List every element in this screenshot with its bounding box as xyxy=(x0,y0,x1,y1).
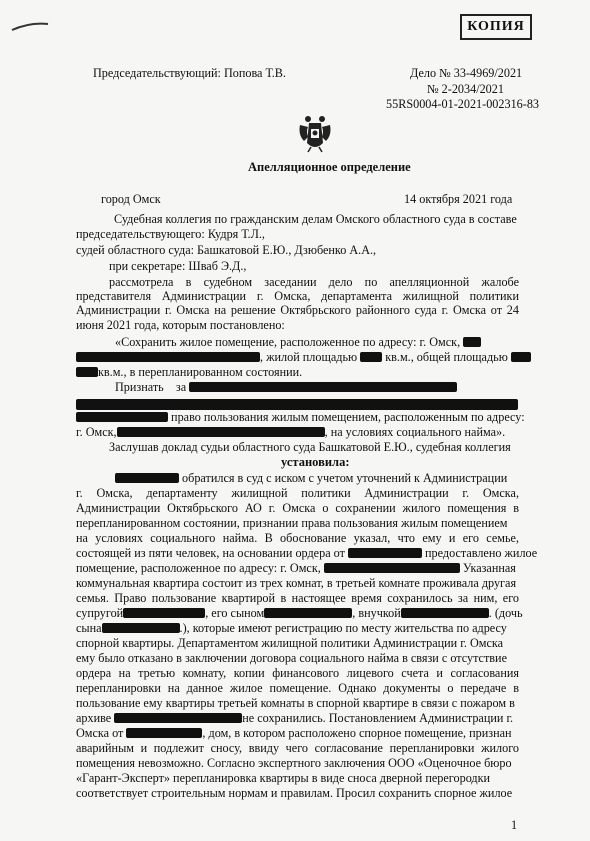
body-line: пользование ему квартиры третьей комнаты в спорной квартире в связи с пожаром в xyxy=(76,696,515,710)
redaction xyxy=(76,367,98,377)
body-line xyxy=(76,711,513,725)
body-line: семья. Право пользование квартирой в настоящее время сохранилось за ним, его xyxy=(76,591,519,605)
body-text: предоставлено жилое xyxy=(425,546,538,560)
body-text: не сохранились. Постановлением Администрации г. xyxy=(242,711,514,725)
body-line: г. Омска, департаменту жилищной политики Администрации г. Омска, xyxy=(76,486,519,500)
body-text: обратился в суд с иском с учетом уточнений к Администрации xyxy=(182,471,508,485)
quote-text: г. Омск, xyxy=(76,425,117,439)
redaction xyxy=(117,427,325,437)
redaction xyxy=(114,713,242,723)
copy-stamp: КОПИЯ xyxy=(460,14,532,40)
intro-line: председательствующего: Кудря Т.Л., xyxy=(76,227,265,241)
redaction xyxy=(76,412,168,422)
body-text: супругой xyxy=(76,606,124,620)
document-title: Апелляционное определение xyxy=(248,160,411,174)
redaction xyxy=(123,608,205,618)
quote-text: , жилой площадью xyxy=(260,350,358,364)
body-text: Омска от xyxy=(76,726,124,740)
body-text: . (дочь xyxy=(488,606,523,620)
redaction xyxy=(463,337,481,347)
corner-mark xyxy=(10,20,50,32)
redaction xyxy=(126,728,202,738)
quote-text: кв.м., общей площадью xyxy=(385,350,508,364)
case-number: Дело № 33-4969/2021 xyxy=(410,66,523,80)
body-text: архиве xyxy=(76,711,112,725)
quote-text: Признать xyxy=(115,380,164,394)
body-line: соответствует строительным нормам и правилам. Просил сохранить спорное жилое xyxy=(76,786,513,800)
body-line xyxy=(76,621,507,635)
intro-line: Судебная коллегия по гражданским делам Омского областного суда в составе xyxy=(114,212,517,226)
body-line xyxy=(76,546,537,560)
quote-text: «Сохранить жилое помещение, расположенное по адресу: г. Омск, xyxy=(115,335,461,349)
redaction xyxy=(348,548,422,558)
redaction xyxy=(324,563,460,573)
quote-text: , на условиях социального найма». xyxy=(324,425,506,439)
body-text: , внучкой xyxy=(352,606,401,620)
body-line xyxy=(115,471,507,485)
quote-line xyxy=(76,365,302,379)
redaction xyxy=(115,473,179,483)
body-line: коммунальная квартира состоит из трех комнат, в третьей комнате проживала другая xyxy=(76,576,517,590)
quote-line: Заслушав доклад судьи областного суда Башкатовой Е.Ю., судебная коллегия xyxy=(109,440,511,454)
quote-line xyxy=(76,410,525,424)
section-heading: установила: xyxy=(281,455,350,469)
body-line: перепланировки на данное жилое помещение. Однако документы о передаче в xyxy=(76,681,519,695)
quote-text: за xyxy=(175,380,187,394)
redaction xyxy=(511,352,531,362)
quote-line xyxy=(115,380,457,394)
intro-line: судей областного суда: Башкатовой Е.Ю., Дзюбенко А.А., xyxy=(76,243,377,257)
presiding-judge: Председательствующий: Попова Т.В. xyxy=(93,66,286,80)
quote-text: право пользования жилым помещением, расположенным по адресу: xyxy=(171,410,525,424)
page-number: 1 xyxy=(511,818,518,832)
intro-line: рассмотрела в судебном заседании дело по апелляционной жалобе xyxy=(109,275,519,289)
body-line xyxy=(76,606,523,620)
city: город Омск xyxy=(101,192,161,206)
redaction xyxy=(360,352,382,362)
redaction xyxy=(102,623,180,633)
body-line: ордера на третью комнату, копии финансового лицевого счета и согласования xyxy=(76,666,519,680)
quote-line xyxy=(76,350,531,364)
body-line: перепланированном состоянии, признании права пользования жилым помещением xyxy=(76,516,508,530)
date: 14 октября 2021 года xyxy=(404,192,513,206)
quote-line xyxy=(115,335,481,349)
body-text: , дом, в котором расположено спорное помещение, признан xyxy=(202,726,512,740)
intro-line: Администрации г. Омска на решение Октябрьского районного суда г. Омска от 24 xyxy=(76,303,519,317)
intro-line: при секретаре: Шваб Э.Д., xyxy=(109,259,247,273)
body-line: спорной квартиры. Департаментом жилищной политики Администрации г. Омска xyxy=(76,636,504,650)
body-line: помещения невозможно. Согласно экспертного заключения ООО «Оценочное бюро xyxy=(76,756,512,770)
body-text: , его сыном xyxy=(205,606,265,620)
body-line: «Гарант-Эксперт» перепланировка квартиры в виде сноса дверной перегородки xyxy=(76,771,491,785)
body-line: аварийным и подлежит сносу, ввиду чего согласование перепланировки жилого xyxy=(76,741,519,755)
body-line xyxy=(76,561,516,575)
intro-line: представителя Администрации г. Омска, департамента жилищной политики xyxy=(76,289,519,303)
body-line xyxy=(76,726,512,740)
case-number-2: № 2-2034/2021 xyxy=(427,82,504,96)
case-uid: 55RS0004-01-2021-002316-83 xyxy=(386,97,540,111)
body-line: Администрации Октябрьского АО г. Омска о сохранении жилого помещения в xyxy=(76,501,519,515)
body-text: помещение, расположенное по адресу: г. Омск, xyxy=(76,561,321,575)
redaction xyxy=(76,399,518,410)
body-line: на условиях социального найма. В обоснование указал, что ему и его семье, xyxy=(76,531,519,545)
redaction xyxy=(76,352,260,362)
body-text: Указанная xyxy=(462,561,516,575)
body-text: сына xyxy=(76,621,102,635)
intro-line: июня 2021 года, которым постановлено: xyxy=(76,318,285,332)
body-text: состоящей из пяти человек, на основании ордера от xyxy=(76,546,345,560)
quote-line xyxy=(76,425,505,439)
redaction xyxy=(401,608,489,618)
coat-of-arms-icon xyxy=(296,113,334,153)
redaction xyxy=(264,608,352,618)
body-line: ему было отказано в заключении договора социального найма в связи с отсутствие xyxy=(76,651,507,665)
body-text: .), которые имеют регистрацию по месту жительства по адресу xyxy=(179,621,507,635)
redaction xyxy=(189,382,457,392)
quote-text: кв.м., в перепланированном состоянии. xyxy=(98,365,303,379)
